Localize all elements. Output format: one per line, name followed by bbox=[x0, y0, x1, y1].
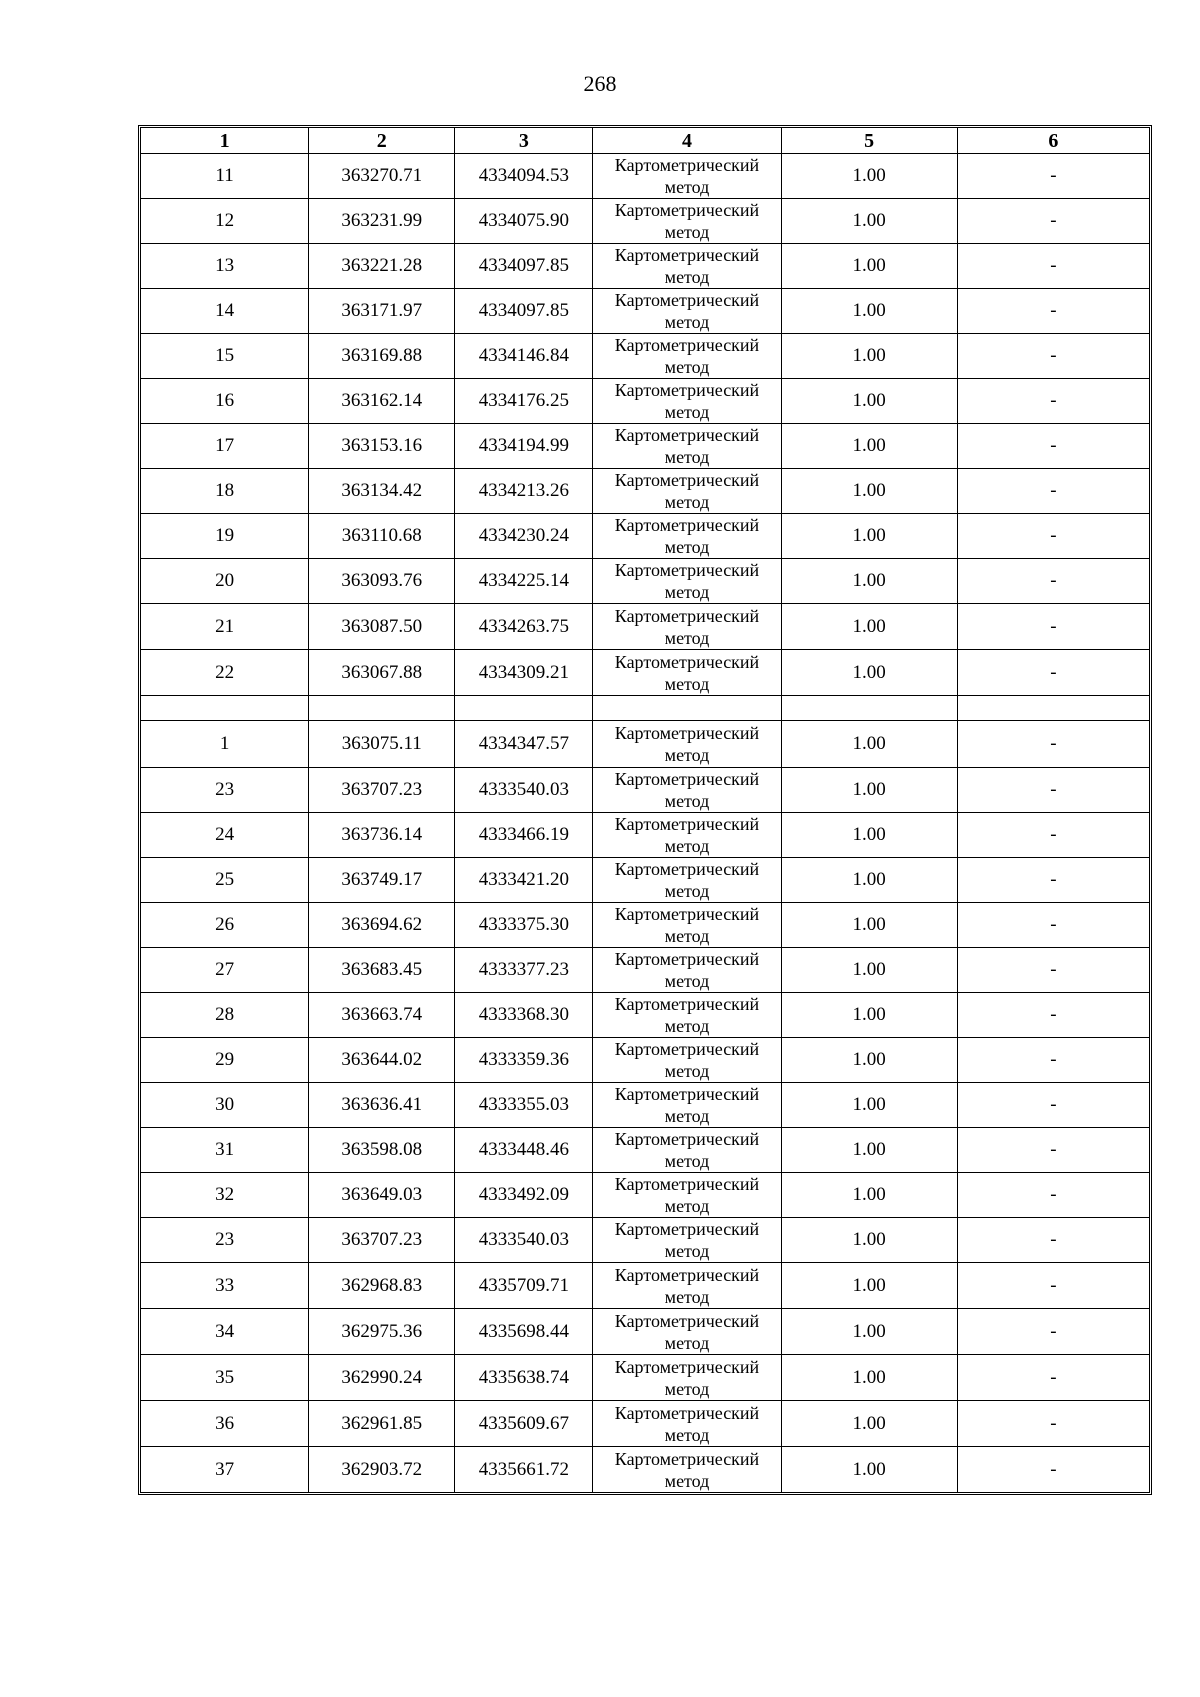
table-row bbox=[141, 424, 1150, 469]
point-number-cell: 29 bbox=[141, 1038, 309, 1083]
accuracy-cell: 1.00 bbox=[781, 993, 957, 1038]
y-coordinate-cell: 4334097.85 bbox=[455, 244, 593, 289]
method-label-line-2: метод bbox=[664, 1286, 710, 1307]
note-cell: - bbox=[957, 903, 1149, 948]
note-cell: - bbox=[957, 813, 1149, 858]
table-row bbox=[141, 1083, 1150, 1128]
method-cell bbox=[593, 1401, 781, 1447]
accuracy-cell: 1.00 bbox=[781, 424, 957, 469]
method-label-line-2: метод bbox=[664, 881, 710, 901]
y-coordinate-cell: 4335609.67 bbox=[455, 1401, 593, 1447]
method-cell bbox=[593, 768, 781, 813]
point-number-cell: 18 bbox=[141, 469, 309, 514]
accuracy-cell: 1.00 bbox=[781, 721, 957, 768]
method-label-line-2: метод bbox=[664, 537, 710, 557]
empty-cell bbox=[141, 696, 309, 721]
column-header: 3 bbox=[455, 128, 593, 154]
method-label-line-2: метод bbox=[664, 1378, 710, 1399]
coordinates-table-frame bbox=[138, 125, 1152, 1495]
x-coordinate-cell: 363749.17 bbox=[309, 858, 455, 903]
y-coordinate-cell: 4334347.57 bbox=[455, 721, 593, 768]
method-cell bbox=[593, 1173, 781, 1218]
point-number-cell: 19 bbox=[141, 514, 309, 559]
y-coordinate-cell: 4333377.23 bbox=[455, 948, 593, 993]
accuracy-cell: 1.00 bbox=[781, 1355, 957, 1401]
note-cell: - bbox=[957, 1083, 1149, 1128]
accuracy-cell: 1.00 bbox=[781, 1038, 957, 1083]
y-coordinate-cell: 4334094.53 bbox=[455, 154, 593, 199]
x-coordinate-cell: 362968.83 bbox=[309, 1263, 455, 1309]
method-label-line-1: Картометрический bbox=[614, 470, 760, 490]
method-label-line-2: метод bbox=[664, 836, 710, 856]
x-coordinate-cell: 363683.45 bbox=[309, 948, 455, 993]
point-number-cell: 20 bbox=[141, 559, 309, 604]
method-label-line-2: метод bbox=[664, 673, 710, 694]
x-coordinate-cell: 363636.41 bbox=[309, 1083, 455, 1128]
accuracy-cell: 1.00 bbox=[781, 154, 957, 199]
note-cell: - bbox=[957, 379, 1149, 424]
method-label-line-1: Картометрический bbox=[614, 994, 760, 1014]
page-number: 268 bbox=[583, 71, 617, 96]
y-coordinate-cell: 4333421.20 bbox=[455, 858, 593, 903]
point-number-cell: 33 bbox=[141, 1263, 309, 1309]
method-cell bbox=[593, 334, 781, 379]
point-number-cell: 27 bbox=[141, 948, 309, 993]
method-label-line-2: метод bbox=[664, 402, 710, 422]
method-label-line-1: Картометрический bbox=[614, 814, 760, 834]
x-coordinate-cell: 363110.68 bbox=[309, 514, 455, 559]
method-label-line-2: метод bbox=[664, 1106, 710, 1126]
table-row bbox=[141, 469, 1150, 514]
y-coordinate-cell: 4334213.26 bbox=[455, 469, 593, 514]
x-coordinate-cell: 363134.42 bbox=[309, 469, 455, 514]
method-label-line-1: Картометрический bbox=[614, 1084, 760, 1104]
point-number-cell: 21 bbox=[141, 604, 309, 650]
accuracy-cell: 1.00 bbox=[781, 289, 957, 334]
accuracy-cell: 1.00 bbox=[781, 1128, 957, 1173]
table-row bbox=[141, 903, 1150, 948]
column-header: 2 bbox=[309, 128, 455, 154]
point-number-cell: 23 bbox=[141, 1218, 309, 1263]
point-number-cell: 35 bbox=[141, 1355, 309, 1401]
point-number-cell: 31 bbox=[141, 1128, 309, 1173]
table-row-separator bbox=[141, 696, 1150, 721]
point-number-cell: 23 bbox=[141, 768, 309, 813]
point-number-cell: 24 bbox=[141, 813, 309, 858]
method-label-line-1: Картометрический bbox=[614, 515, 760, 535]
accuracy-cell: 1.00 bbox=[781, 903, 957, 948]
method-cell bbox=[593, 1447, 781, 1493]
point-number-cell: 32 bbox=[141, 1173, 309, 1218]
x-coordinate-cell: 362961.85 bbox=[309, 1401, 455, 1447]
method-label-line-1: Картометрический bbox=[614, 155, 760, 175]
column-header: 1 bbox=[141, 128, 309, 154]
table-row bbox=[141, 813, 1150, 858]
method-label-line-2: метод bbox=[664, 791, 710, 811]
table-row bbox=[141, 1263, 1150, 1309]
y-coordinate-cell: 4333492.09 bbox=[455, 1173, 593, 1218]
y-coordinate-cell: 4334146.84 bbox=[455, 334, 593, 379]
note-cell: - bbox=[957, 244, 1149, 289]
point-number-cell: 30 bbox=[141, 1083, 309, 1128]
method-label-line-2: метод bbox=[664, 222, 710, 242]
table-row bbox=[141, 289, 1150, 334]
table-row bbox=[141, 199, 1150, 244]
note-cell: - bbox=[957, 1128, 1149, 1173]
table-row bbox=[141, 154, 1150, 199]
note-cell: - bbox=[957, 858, 1149, 903]
method-label-line-2: метод bbox=[664, 492, 710, 512]
y-coordinate-cell: 4333368.30 bbox=[455, 993, 593, 1038]
x-coordinate-cell: 363270.71 bbox=[309, 154, 455, 199]
note-cell: - bbox=[957, 650, 1149, 696]
method-label-line-2: метод bbox=[664, 312, 710, 332]
y-coordinate-cell: 4334225.14 bbox=[455, 559, 593, 604]
table-row bbox=[141, 1173, 1150, 1218]
method-cell bbox=[593, 1309, 781, 1355]
note-cell: - bbox=[957, 948, 1149, 993]
note-cell: - bbox=[957, 1263, 1149, 1309]
method-label-line-1: Картометрический bbox=[614, 651, 760, 672]
method-cell bbox=[593, 858, 781, 903]
accuracy-cell: 1.00 bbox=[781, 1173, 957, 1218]
accuracy-cell: 1.00 bbox=[781, 1218, 957, 1263]
y-coordinate-cell: 4333359.36 bbox=[455, 1038, 593, 1083]
empty-cell bbox=[593, 696, 781, 721]
accuracy-cell: 1.00 bbox=[781, 199, 957, 244]
table-row bbox=[141, 1355, 1150, 1401]
x-coordinate-cell: 363707.23 bbox=[309, 1218, 455, 1263]
method-label-line-1: Картометрический bbox=[614, 1129, 760, 1149]
table-row bbox=[141, 514, 1150, 559]
method-label-line-1: Картометрический bbox=[614, 1310, 760, 1331]
accuracy-cell: 1.00 bbox=[781, 334, 957, 379]
point-number-cell: 15 bbox=[141, 334, 309, 379]
column-header: 4 bbox=[593, 128, 781, 154]
accuracy-cell: 1.00 bbox=[781, 514, 957, 559]
method-label-line-1: Картометрический bbox=[614, 1448, 760, 1469]
table-row bbox=[141, 948, 1150, 993]
y-coordinate-cell: 4334097.85 bbox=[455, 289, 593, 334]
method-label-line-1: Картометрический bbox=[614, 1402, 760, 1423]
method-cell bbox=[593, 154, 781, 199]
note-cell: - bbox=[957, 559, 1149, 604]
method-label-line-2: метод bbox=[664, 971, 710, 991]
method-cell bbox=[593, 424, 781, 469]
method-label-line-2: метод bbox=[664, 926, 710, 946]
method-label-line-1: Картометрический bbox=[614, 200, 760, 220]
method-label-line-2: метод bbox=[664, 1151, 710, 1171]
x-coordinate-cell: 363694.62 bbox=[309, 903, 455, 948]
x-coordinate-cell: 362990.24 bbox=[309, 1355, 455, 1401]
point-number-cell: 37 bbox=[141, 1447, 309, 1493]
accuracy-cell: 1.00 bbox=[781, 1309, 957, 1355]
point-number-cell: 14 bbox=[141, 289, 309, 334]
accuracy-cell: 1.00 bbox=[781, 1447, 957, 1493]
point-number-cell: 36 bbox=[141, 1401, 309, 1447]
y-coordinate-cell: 4334263.75 bbox=[455, 604, 593, 650]
table-row bbox=[141, 1447, 1150, 1493]
y-coordinate-cell: 4334309.21 bbox=[455, 650, 593, 696]
method-label-line-1: Картометрический bbox=[614, 1174, 760, 1194]
method-cell bbox=[593, 604, 781, 650]
method-label-line-2: метод bbox=[664, 1332, 710, 1353]
method-cell bbox=[593, 813, 781, 858]
empty-cell bbox=[309, 696, 455, 721]
table-row bbox=[141, 768, 1150, 813]
method-label-line-2: метод bbox=[664, 1241, 710, 1261]
point-number-cell: 17 bbox=[141, 424, 309, 469]
x-coordinate-cell: 363087.50 bbox=[309, 604, 455, 650]
accuracy-cell: 1.00 bbox=[781, 379, 957, 424]
x-coordinate-cell: 362903.72 bbox=[309, 1447, 455, 1493]
method-label-line-2: метод bbox=[664, 1061, 710, 1081]
method-label-line-2: метод bbox=[664, 1016, 710, 1036]
note-cell: - bbox=[957, 514, 1149, 559]
method-cell bbox=[593, 1355, 781, 1401]
method-cell bbox=[593, 1128, 781, 1173]
x-coordinate-cell: 363231.99 bbox=[309, 199, 455, 244]
accuracy-cell: 1.00 bbox=[781, 1263, 957, 1309]
method-cell bbox=[593, 244, 781, 289]
method-cell bbox=[593, 948, 781, 993]
method-label-line-1: Картометрический bbox=[614, 1356, 760, 1377]
method-label-line-2: метод bbox=[664, 582, 710, 602]
method-label-line-2: метод bbox=[664, 267, 710, 287]
table-row bbox=[141, 379, 1150, 424]
empty-cell bbox=[957, 696, 1149, 721]
y-coordinate-cell: 4335638.74 bbox=[455, 1355, 593, 1401]
method-label-line-1: Картометрический bbox=[614, 859, 760, 879]
y-coordinate-cell: 4335698.44 bbox=[455, 1309, 593, 1355]
note-cell: - bbox=[957, 469, 1149, 514]
method-label-line-1: Картометрический bbox=[614, 723, 760, 743]
method-label-line-1: Картометрический bbox=[614, 1264, 760, 1285]
point-number-cell: 11 bbox=[141, 154, 309, 199]
method-label-line-2: метод bbox=[664, 1470, 710, 1491]
y-coordinate-cell: 4333540.03 bbox=[455, 1218, 593, 1263]
x-coordinate-cell: 362975.36 bbox=[309, 1309, 455, 1355]
method-label-line-2: метод bbox=[664, 357, 710, 377]
x-coordinate-cell: 363067.88 bbox=[309, 650, 455, 696]
accuracy-cell: 1.00 bbox=[781, 1401, 957, 1447]
y-coordinate-cell: 4333466.19 bbox=[455, 813, 593, 858]
point-number-cell: 12 bbox=[141, 199, 309, 244]
x-coordinate-cell: 363221.28 bbox=[309, 244, 455, 289]
note-cell: - bbox=[957, 1173, 1149, 1218]
note-cell: - bbox=[957, 424, 1149, 469]
table-row bbox=[141, 858, 1150, 903]
method-label-line-1: Картометрический bbox=[614, 335, 760, 355]
method-label-line-1: Картометрический bbox=[614, 560, 760, 580]
method-label-line-1: Картометрический bbox=[614, 949, 760, 969]
y-coordinate-cell: 4333448.46 bbox=[455, 1128, 593, 1173]
note-cell: - bbox=[957, 1038, 1149, 1083]
method-label-line-2: метод bbox=[664, 1196, 710, 1216]
point-number-cell: 25 bbox=[141, 858, 309, 903]
table-row bbox=[141, 1128, 1150, 1173]
coordinates-table bbox=[140, 127, 1150, 1493]
x-coordinate-cell: 363736.14 bbox=[309, 813, 455, 858]
method-cell bbox=[593, 379, 781, 424]
method-label-line-2: метод bbox=[664, 1424, 710, 1445]
point-number-cell: 34 bbox=[141, 1309, 309, 1355]
method-label-line-2: метод bbox=[664, 745, 710, 765]
x-coordinate-cell: 363169.88 bbox=[309, 334, 455, 379]
method-cell bbox=[593, 199, 781, 244]
method-cell bbox=[593, 650, 781, 696]
y-coordinate-cell: 4334176.25 bbox=[455, 379, 593, 424]
method-cell bbox=[593, 1218, 781, 1263]
method-cell bbox=[593, 903, 781, 948]
method-label-line-1: Картометрический bbox=[614, 425, 760, 445]
method-label-line-2: метод bbox=[664, 177, 710, 197]
method-cell bbox=[593, 514, 781, 559]
accuracy-cell: 1.00 bbox=[781, 244, 957, 289]
x-coordinate-cell: 363093.76 bbox=[309, 559, 455, 604]
note-cell: - bbox=[957, 199, 1149, 244]
y-coordinate-cell: 4334230.24 bbox=[455, 514, 593, 559]
method-cell bbox=[593, 993, 781, 1038]
method-cell bbox=[593, 559, 781, 604]
accuracy-cell: 1.00 bbox=[781, 948, 957, 993]
method-label-line-2: метод bbox=[664, 447, 710, 467]
method-label-line-1: Картометрический bbox=[614, 605, 760, 626]
x-coordinate-cell: 363663.74 bbox=[309, 993, 455, 1038]
x-coordinate-cell: 363644.02 bbox=[309, 1038, 455, 1083]
note-cell: - bbox=[957, 1218, 1149, 1263]
table-row bbox=[141, 1401, 1150, 1447]
accuracy-cell: 1.00 bbox=[781, 650, 957, 696]
x-coordinate-cell: 363171.97 bbox=[309, 289, 455, 334]
method-cell bbox=[593, 1083, 781, 1128]
method-label-line-1: Картометрический bbox=[614, 769, 760, 789]
method-label-line-1: Картометрический bbox=[614, 290, 760, 310]
y-coordinate-cell: 4333375.30 bbox=[455, 903, 593, 948]
note-cell: - bbox=[957, 604, 1149, 650]
x-coordinate-cell: 363075.11 bbox=[309, 721, 455, 768]
method-label-line-1: Картометрический bbox=[614, 380, 760, 400]
method-cell bbox=[593, 1263, 781, 1309]
x-coordinate-cell: 363598.08 bbox=[309, 1128, 455, 1173]
table-row bbox=[141, 604, 1150, 650]
table-row bbox=[141, 993, 1150, 1038]
method-cell bbox=[593, 469, 781, 514]
table-row bbox=[141, 1309, 1150, 1355]
y-coordinate-cell: 4335709.71 bbox=[455, 1263, 593, 1309]
y-coordinate-cell: 4334075.90 bbox=[455, 199, 593, 244]
note-cell: - bbox=[957, 768, 1149, 813]
accuracy-cell: 1.00 bbox=[781, 768, 957, 813]
point-number-cell: 16 bbox=[141, 379, 309, 424]
x-coordinate-cell: 363162.14 bbox=[309, 379, 455, 424]
accuracy-cell: 1.00 bbox=[781, 604, 957, 650]
note-cell: - bbox=[957, 154, 1149, 199]
table-row bbox=[141, 559, 1150, 604]
accuracy-cell: 1.00 bbox=[781, 1083, 957, 1128]
empty-cell bbox=[455, 696, 593, 721]
note-cell: - bbox=[957, 1355, 1149, 1401]
point-number-cell: 26 bbox=[141, 903, 309, 948]
note-cell: - bbox=[957, 1447, 1149, 1493]
table-row bbox=[141, 650, 1150, 696]
y-coordinate-cell: 4335661.72 bbox=[455, 1447, 593, 1493]
method-label-line-1: Картометрический bbox=[614, 1219, 760, 1239]
note-cell: - bbox=[957, 1309, 1149, 1355]
point-number-cell: 22 bbox=[141, 650, 309, 696]
empty-cell bbox=[781, 696, 957, 721]
table-row bbox=[141, 1038, 1150, 1083]
accuracy-cell: 1.00 bbox=[781, 813, 957, 858]
table-header-row bbox=[141, 128, 1150, 154]
column-header: 5 bbox=[781, 128, 957, 154]
y-coordinate-cell: 4333355.03 bbox=[455, 1083, 593, 1128]
method-label-line-1: Картометрический bbox=[614, 245, 760, 265]
point-number-cell: 28 bbox=[141, 993, 309, 1038]
table-row bbox=[141, 244, 1150, 289]
method-label-line-1: Картометрический bbox=[614, 904, 760, 924]
method-cell bbox=[593, 1038, 781, 1083]
table-row bbox=[141, 1218, 1150, 1263]
method-cell bbox=[593, 721, 781, 768]
table-row bbox=[141, 721, 1150, 768]
accuracy-cell: 1.00 bbox=[781, 469, 957, 514]
note-cell: - bbox=[957, 721, 1149, 768]
note-cell: - bbox=[957, 334, 1149, 379]
method-label-line-1: Картометрический bbox=[614, 1039, 760, 1059]
column-header: 6 bbox=[957, 128, 1149, 154]
accuracy-cell: 1.00 bbox=[781, 559, 957, 604]
table-row bbox=[141, 334, 1150, 379]
method-cell bbox=[593, 289, 781, 334]
y-coordinate-cell: 4334194.99 bbox=[455, 424, 593, 469]
x-coordinate-cell: 363153.16 bbox=[309, 424, 455, 469]
note-cell: - bbox=[957, 1401, 1149, 1447]
method-label-line-2: метод bbox=[664, 627, 710, 648]
point-number-cell: 13 bbox=[141, 244, 309, 289]
y-coordinate-cell: 4333540.03 bbox=[455, 768, 593, 813]
x-coordinate-cell: 363649.03 bbox=[309, 1173, 455, 1218]
point-number-cell: 1 bbox=[141, 721, 309, 768]
note-cell: - bbox=[957, 993, 1149, 1038]
accuracy-cell: 1.00 bbox=[781, 858, 957, 903]
x-coordinate-cell: 363707.23 bbox=[309, 768, 455, 813]
note-cell: - bbox=[957, 289, 1149, 334]
table-body bbox=[141, 154, 1150, 1493]
